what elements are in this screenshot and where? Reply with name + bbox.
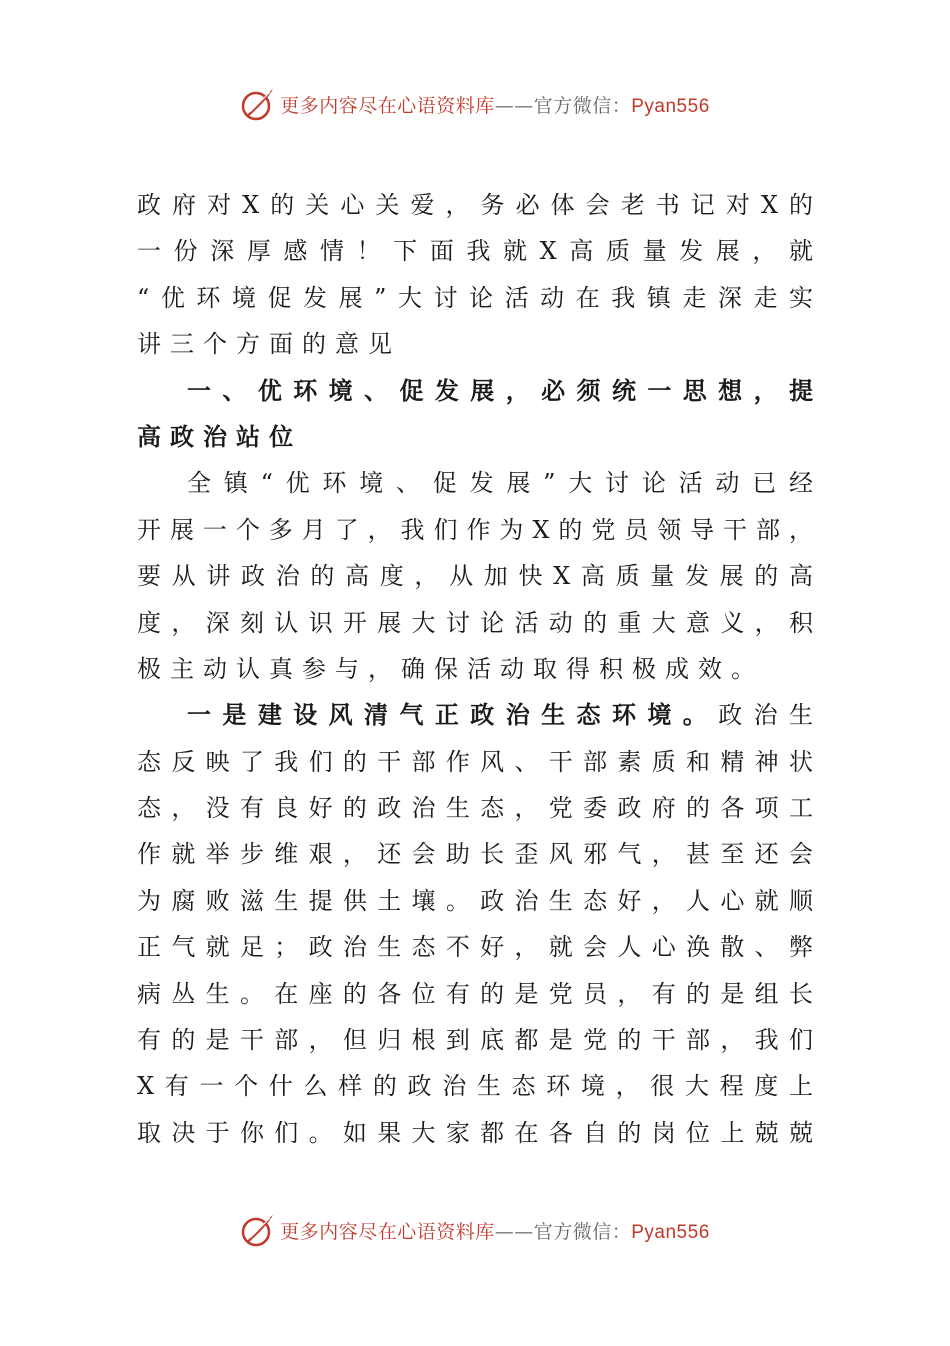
text-line: 政府对X的关心关爱，务必体会老书记对X的 bbox=[137, 191, 813, 219]
official-label: 官方微信： bbox=[533, 1220, 632, 1243]
footer-watermark bbox=[0, 1210, 950, 1250]
section-heading-line: 高政治站位 bbox=[137, 422, 302, 451]
text-line: 度，深刻认识开展大讨论活动的重大意义，积 bbox=[137, 608, 813, 637]
text-fragment: 政治生 bbox=[718, 701, 814, 730]
text-line: 要从讲政治的高度，从加快X高质量发展的高 bbox=[137, 562, 813, 591]
text-line: 讲三个方面的意见 bbox=[137, 330, 401, 359]
text-line: 病丛生。在座的各位有的是党员，有的是组长 bbox=[137, 979, 813, 1008]
text-line: 正气就足；政治生态不好，就会人心涣散、弊 bbox=[137, 933, 813, 962]
text-line: 极主动认真参与，确保活动取得积极成效。 bbox=[137, 654, 764, 683]
text-line: 作就举步维艰，还会助长歪风邪气，甚至还会 bbox=[137, 840, 813, 869]
text-line: “优环境促发展”大讨论活动在我镇走深走实 bbox=[137, 283, 813, 312]
section-heading-line: 一、优环境、促发展，必须统一思想，提 bbox=[187, 376, 813, 405]
library-name: 更多内容尽在心语资料库 bbox=[280, 94, 495, 117]
text-line: 有的是干部，但归根到底都是党的干部，我们 bbox=[137, 1026, 813, 1055]
quill-logo-icon bbox=[240, 1212, 276, 1248]
bold-lead-phrase: 一是建设风清气正政治生态环境。 bbox=[187, 701, 719, 730]
text-line: 全镇“优环境、促发展”大讨论活动已经 bbox=[187, 469, 813, 498]
text-line: 一份深厚感情！下面我就X高质量发展，就 bbox=[137, 237, 813, 266]
banner-separator: —— bbox=[494, 1220, 534, 1243]
text-line: 态反映了我们的干部作风、干部素质和精神状 bbox=[137, 747, 813, 776]
header-watermark bbox=[0, 84, 950, 124]
text-line: 为腐败滋生提供土壤。政治生态好，人心就顺 bbox=[137, 886, 813, 915]
banner-separator: —— bbox=[494, 94, 534, 117]
text-line bbox=[137, 692, 813, 738]
wechat-id: Pyan556 bbox=[631, 1221, 710, 1243]
document-body bbox=[137, 182, 813, 1156]
library-name: 更多内容尽在心语资料库 bbox=[280, 1220, 495, 1243]
quill-logo-icon bbox=[240, 86, 276, 122]
text-line: X有一个什么样的政治生态环境，很大程度上 bbox=[137, 1072, 813, 1101]
text-line: 取决于你们。如果大家都在各自的岗位上兢兢 bbox=[137, 1118, 813, 1147]
text-line: 态，没有良好的政治生态，党委政府的各项工 bbox=[137, 794, 813, 823]
official-label: 官方微信： bbox=[533, 94, 632, 117]
wechat-id: Pyan556 bbox=[631, 95, 710, 117]
text-line: 开展一个多月了，我们作为X的党员领导干部， bbox=[137, 515, 813, 544]
